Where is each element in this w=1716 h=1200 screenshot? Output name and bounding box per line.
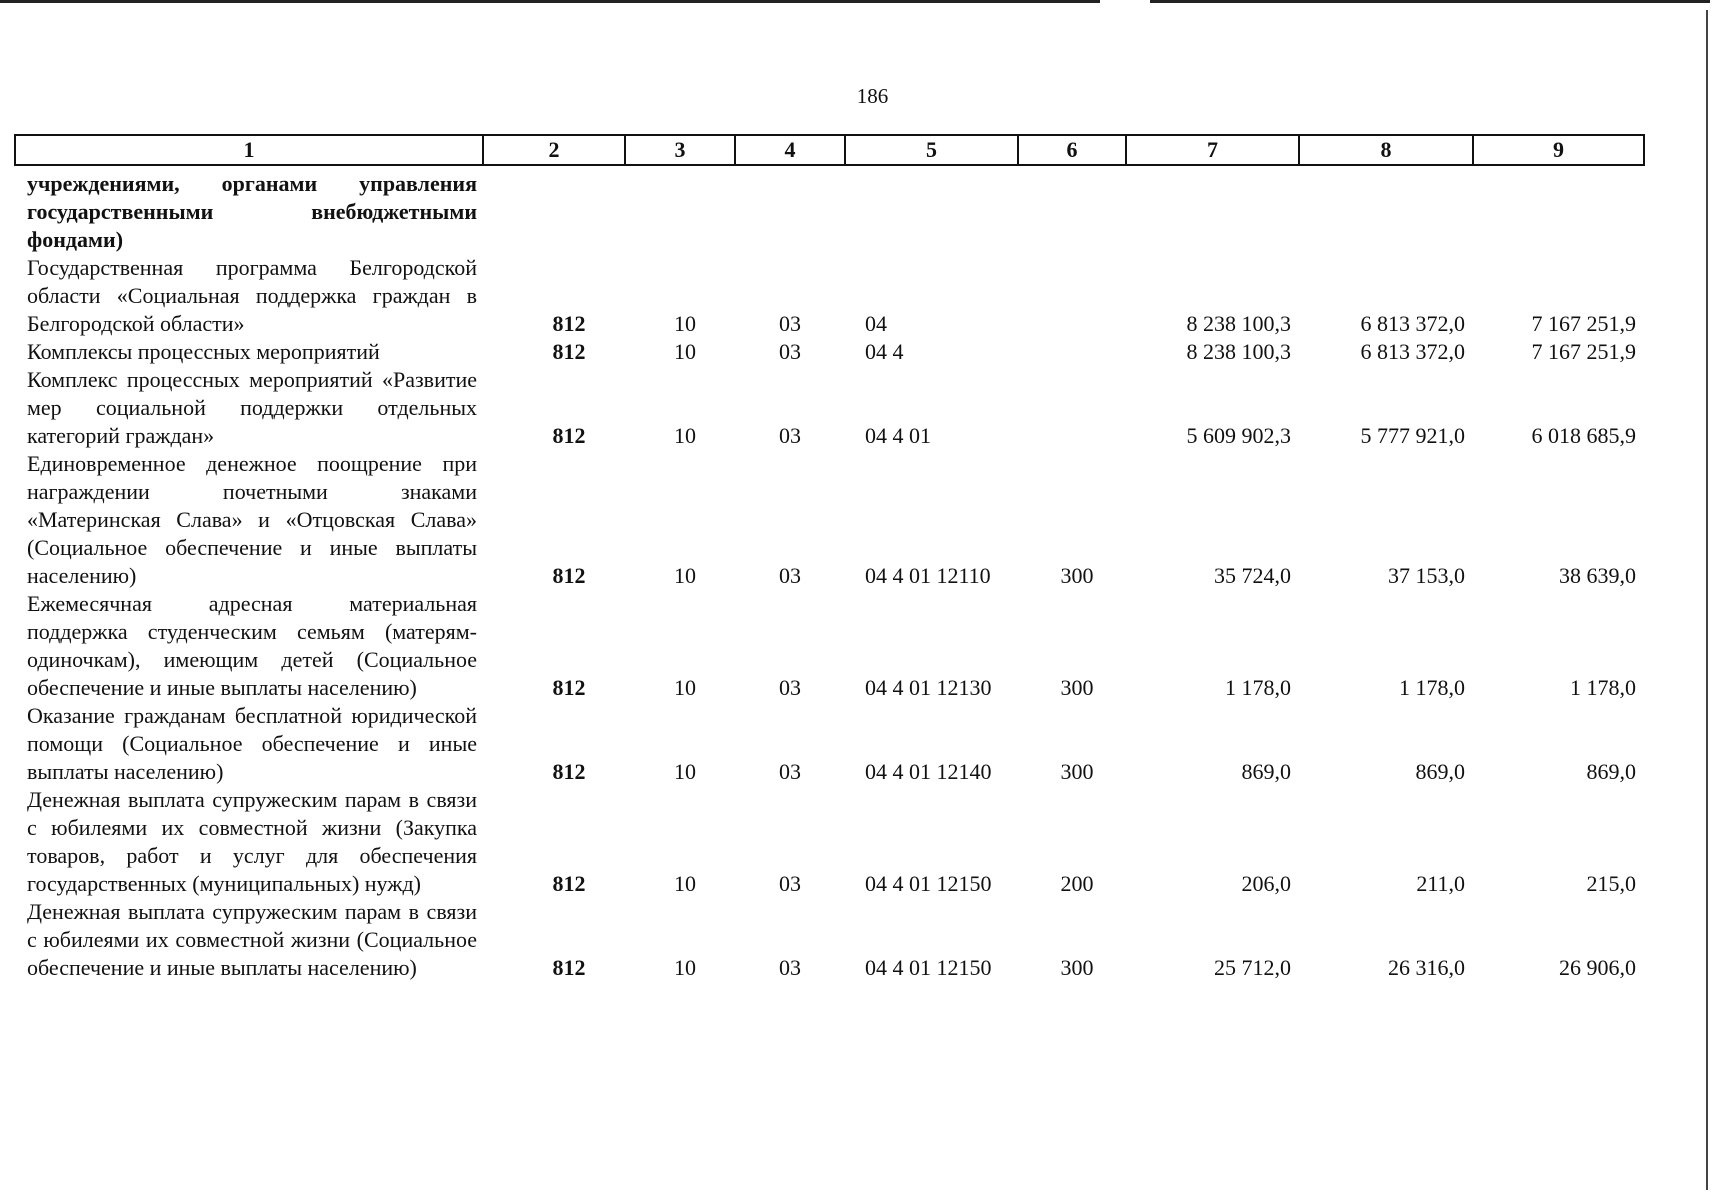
row-subsection: 03 <box>779 871 801 896</box>
table-header-row <box>15 135 1644 165</box>
column-header-1: 1 <box>15 135 483 165</box>
column-header-6: 6 <box>1018 135 1126 165</box>
table-row <box>15 898 1644 982</box>
row-amount-col7: 869,0 <box>1241 759 1291 784</box>
row-target-article: 04 <box>865 311 887 336</box>
row-ministry-code: 812 <box>552 675 586 700</box>
row-ministry-code: 812 <box>552 955 586 980</box>
row-amount-col8: 37 153,0 <box>1388 563 1465 588</box>
column-header-8: 8 <box>1299 135 1473 165</box>
row-amount-col9: 38 639,0 <box>1559 563 1636 588</box>
row-amount-col7: 8 238 100,3 <box>1186 311 1291 336</box>
row-expense-type: 300 <box>1060 675 1094 700</box>
row-subsection: 03 <box>779 311 801 336</box>
table-row <box>15 450 1644 590</box>
table-row <box>15 702 1644 786</box>
row-target-article: 04 4 01 12110 <box>865 563 991 588</box>
row-section: 10 <box>674 675 696 700</box>
row-ministry-code: 812 <box>552 339 586 364</box>
row-subsection: 03 <box>779 339 801 364</box>
row-amount-col7: 1 178,0 <box>1225 675 1291 700</box>
row-amount-col9: 7 167 251,9 <box>1531 339 1636 364</box>
row-target-article: 04 4 01 12130 <box>865 675 992 700</box>
column-header-2: 2 <box>483 135 625 165</box>
row-section: 10 <box>674 871 696 896</box>
row-subsection <box>735 165 845 254</box>
row-target-article: 04 4 01 12140 <box>865 759 992 784</box>
row-subsection: 03 <box>779 955 801 980</box>
row-amount-col7: 8 238 100,3 <box>1186 339 1291 364</box>
row-amount-col7 <box>1126 165 1299 254</box>
row-amount-col7: 25 712,0 <box>1214 955 1291 980</box>
row-expense-type <box>1018 366 1126 450</box>
row-target-article: 04 4 <box>865 339 904 364</box>
row-description: Денежная выплата супружеским парам в связи с юбилеями их совместной жизни (Социальное обеспечение и иные выплаты населению) <box>27 899 477 980</box>
row-description: Комплекс процессных мероприятий «Развитие мер социальной поддержки отдельных категорий граждан» <box>27 367 477 448</box>
row-ministry-code: 812 <box>552 311 586 336</box>
row-section <box>625 165 735 254</box>
row-expense-type <box>1018 165 1126 254</box>
column-header-5: 5 <box>845 135 1018 165</box>
row-amount-col9: 7 167 251,9 <box>1531 311 1636 336</box>
row-ministry-code: 812 <box>552 423 586 448</box>
row-target-article: 04 4 01 12150 <box>865 955 992 980</box>
row-subsection: 03 <box>779 675 801 700</box>
column-header-4: 4 <box>735 135 845 165</box>
row-amount-col7: 35 724,0 <box>1214 563 1291 588</box>
scan-right-edge <box>1706 10 1708 1190</box>
row-section: 10 <box>674 339 696 364</box>
row-subsection: 03 <box>779 563 801 588</box>
row-ministry-code: 812 <box>552 759 586 784</box>
row-amount-col9 <box>1473 165 1644 254</box>
table-row <box>15 590 1644 702</box>
row-amount-col8: 6 813 372,0 <box>1360 311 1465 336</box>
row-subsection: 03 <box>779 423 801 448</box>
row-amount-col7: 206,0 <box>1241 871 1291 896</box>
table-row <box>15 786 1644 898</box>
row-amount-col9: 1 178,0 <box>1570 675 1636 700</box>
row-section: 10 <box>674 311 696 336</box>
table-row <box>15 165 1644 254</box>
row-amount-col8: 26 316,0 <box>1388 955 1465 980</box>
row-amount-col8: 5 777 921,0 <box>1360 423 1465 448</box>
row-description: Оказание гражданам бесплатной юридической помощи (Социальное обеспечение и иные выплаты населению) <box>27 703 477 784</box>
column-header-3: 3 <box>625 135 735 165</box>
table-row <box>15 338 1644 366</box>
row-ministry-code: 812 <box>552 871 586 896</box>
row-target-article <box>845 165 1018 254</box>
row-amount-col9: 6 018 685,9 <box>1531 423 1636 448</box>
row-expense-type: 200 <box>1060 871 1094 896</box>
row-expense-type <box>1018 254 1126 338</box>
row-amount-col8: 869,0 <box>1415 759 1465 784</box>
row-amount-col8: 1 178,0 <box>1399 675 1465 700</box>
row-section: 10 <box>674 759 696 784</box>
row-ministry-code <box>483 165 625 254</box>
row-description: Единовременное денежное поощрение при награждении почетными знаками «Материнская Слава» и «Отцовская Слава» (Социальное обеспечение и иные выплаты населению) <box>27 451 477 588</box>
row-expense-type: 300 <box>1060 955 1094 980</box>
row-description: Государственная программа Белгородской области «Социальная поддержка граждан в Белгородской области» <box>27 255 477 336</box>
column-header-7: 7 <box>1126 135 1299 165</box>
row-amount-col9: 26 906,0 <box>1559 955 1636 980</box>
page-number: 186 <box>856 84 889 108</box>
row-amount-col8 <box>1299 165 1473 254</box>
row-section: 10 <box>674 955 696 980</box>
row-amount-col7: 5 609 902,3 <box>1186 423 1291 448</box>
row-description: Комплексы процессных мероприятий <box>27 339 380 364</box>
row-description: Ежемесячная адресная материальная поддержка студенческим семьям (матерям-одиночкам), имеющим детей (Социальное обеспечение и иные выплаты населению) <box>27 591 477 700</box>
row-amount-col9: 869,0 <box>1586 759 1636 784</box>
budget-table <box>14 134 1645 982</box>
column-header-9: 9 <box>1473 135 1644 165</box>
table-row <box>15 254 1644 338</box>
row-amount-col9: 215,0 <box>1586 871 1636 896</box>
row-amount-col8: 211,0 <box>1416 871 1465 896</box>
scan-top-border <box>0 0 1100 3</box>
row-section: 10 <box>674 423 696 448</box>
row-section: 10 <box>674 563 696 588</box>
row-description: учреждениями, органами управления государственными внебюджетными фондами) <box>27 171 477 252</box>
row-expense-type <box>1018 338 1126 366</box>
row-amount-col8: 6 813 372,0 <box>1360 339 1465 364</box>
row-subsection: 03 <box>779 759 801 784</box>
row-description: Денежная выплата супружеским парам в связи с юбилеями их совместной жизни (Закупка товаров, работ и услуг для обеспечения государственных (муниципальных) нужд) <box>27 787 477 896</box>
row-ministry-code: 812 <box>552 563 586 588</box>
table-row <box>15 366 1644 450</box>
row-expense-type: 300 <box>1060 563 1094 588</box>
row-target-article: 04 4 01 <box>865 423 931 448</box>
scan-top-border-right <box>1150 0 1710 3</box>
row-target-article: 04 4 01 12150 <box>865 871 992 896</box>
row-expense-type: 300 <box>1060 759 1094 784</box>
